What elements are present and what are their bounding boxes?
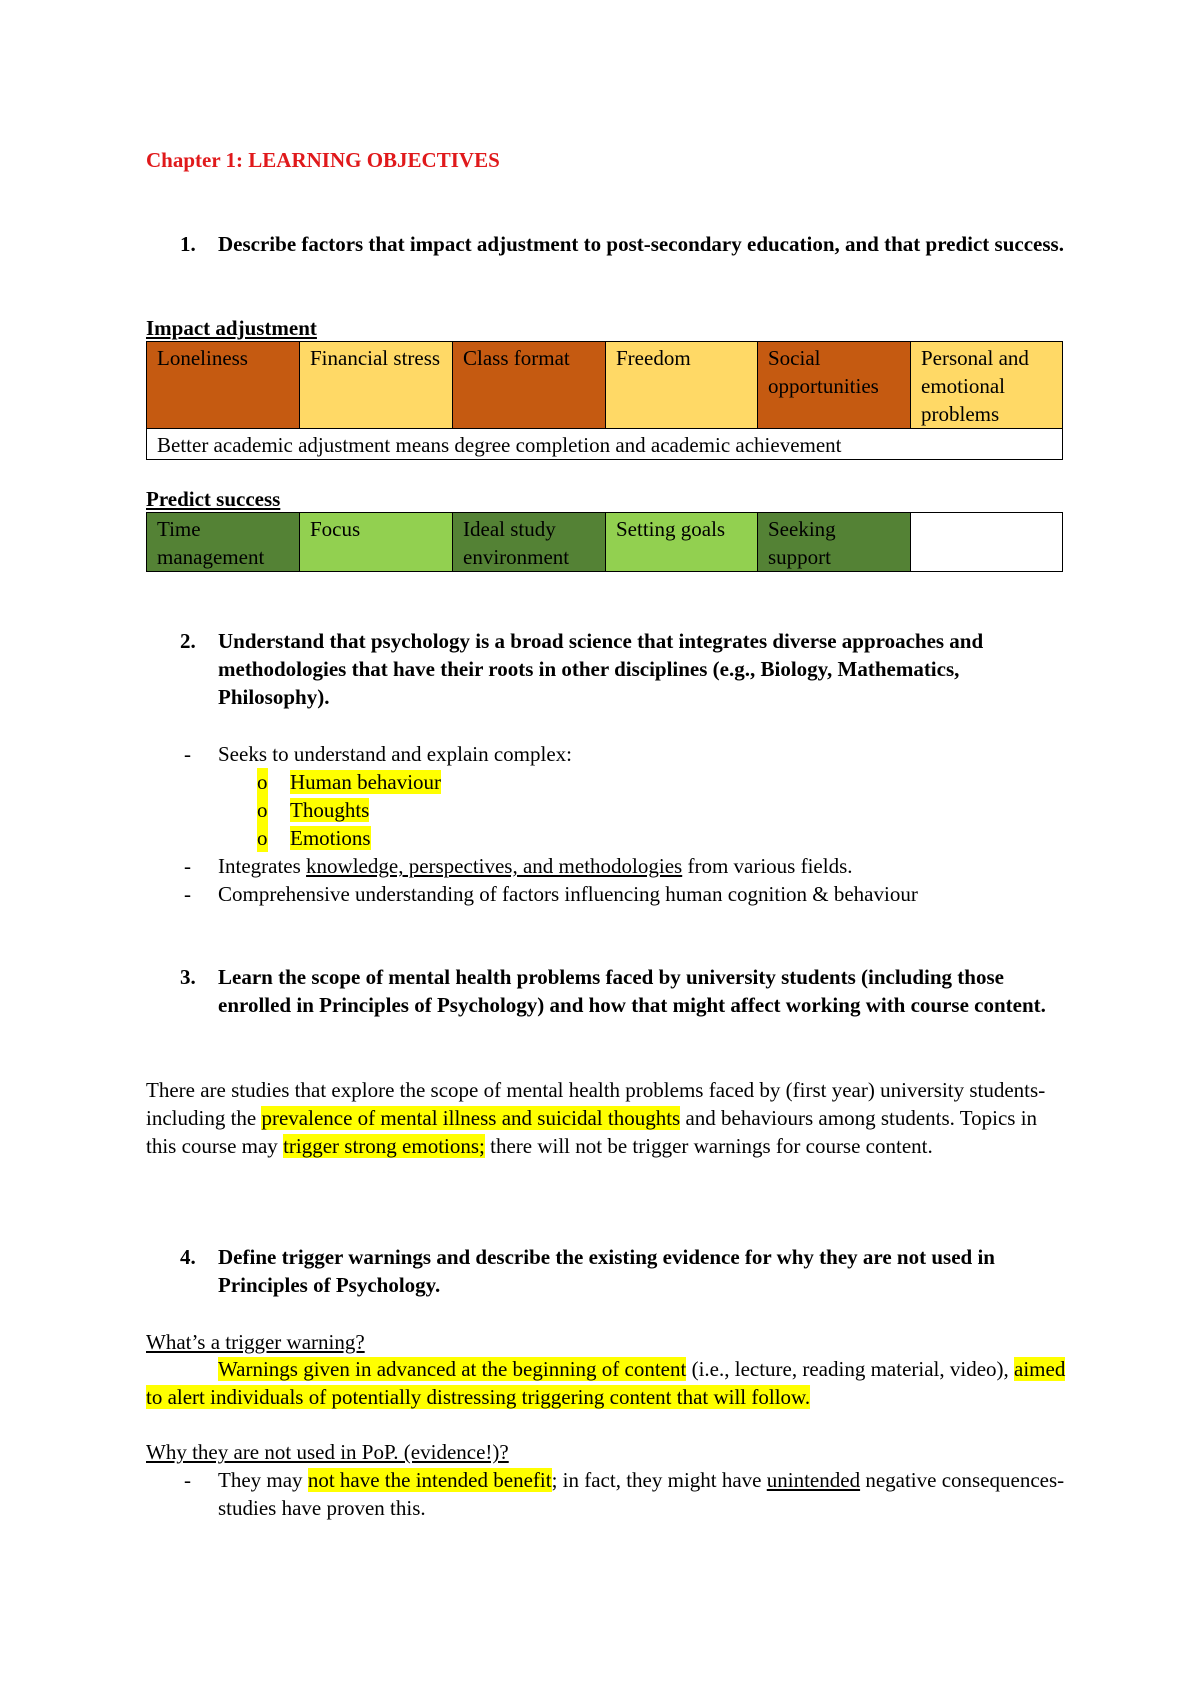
impact-cell-social-opportunities: Social opportunities <box>758 342 911 429</box>
objective-1 <box>146 230 1066 258</box>
section2-intro: Seeks to understand and explain complex: <box>218 742 572 766</box>
trigger-warning-question: What’s a trigger warning? <box>146 1330 365 1354</box>
objective-3 <box>146 963 1066 1019</box>
impact-footer-cell: Better academic adjustment means degree completion and academic achievement <box>147 429 1063 460</box>
circle-bullet: o <box>257 770 268 794</box>
impact-cell-personal-emotional: Personal and emotional problems <box>911 342 1063 429</box>
predict-cell-time-management: Time management <box>147 513 300 572</box>
section3-paragraph <box>146 1076 1066 1160</box>
predict-cell-empty <box>911 513 1063 572</box>
predict-success-label: Predict success <box>146 487 281 511</box>
s3-text-3: there will not be trigger warnings for course content. <box>484 1134 933 1158</box>
list-item <box>146 1466 1066 1522</box>
list-item <box>146 796 1066 824</box>
sub-item-thoughts: Thoughts <box>290 798 370 822</box>
predict-cell-ideal-study-environment: Ideal study environment <box>453 513 606 572</box>
why-not-used-question: Why they are not used in PoP. (evidence!)? <box>146 1440 509 1464</box>
impact-cell-freedom: Freedom <box>606 342 758 429</box>
objective-number: 4. <box>180 1245 196 1269</box>
s3-text-2: and behaviours among students. Topics in this course may <box>146 1106 1038 1158</box>
dash-bullet: - <box>184 742 191 766</box>
s3-highlight-2: trigger strong emotions; <box>283 1134 485 1158</box>
list-item <box>146 852 1066 880</box>
objective-text: Define trigger warnings and describe the existing evidence for why they are not used in Principles of Psychology. <box>218 1245 995 1297</box>
impact-adjustment-label: Impact adjustment <box>146 316 317 340</box>
b1-pre: They may <box>218 1468 308 1492</box>
circle-bullet: o <box>257 826 268 850</box>
objective-number: 2. <box>180 629 196 653</box>
objective-4 <box>146 1243 1066 1299</box>
list-item <box>146 768 1066 796</box>
b1-mid: ; in fact, they might have <box>551 1468 767 1492</box>
section2-sublist <box>146 768 1066 852</box>
list-item <box>146 824 1066 852</box>
b1-highlight: not have the intended benefit <box>307 1468 552 1492</box>
circle-bullet: o <box>257 798 268 822</box>
dash-bullet: - <box>184 882 191 906</box>
impact-cell-class-format: Class format <box>453 342 606 429</box>
sub-item-emotions: Emotions <box>290 826 371 850</box>
trigger-warning-definition <box>146 1355 1066 1411</box>
s4-highlight-2: aimed to alert individuals of potentially distressing triggering content that will follow. <box>146 1357 1066 1409</box>
s3-text-1: There are studies that explore the scope of mental health problems faced by (first year) university students- including the <box>146 1078 1046 1130</box>
impact-cell-financial-stress: Financial stress <box>300 342 453 429</box>
predict-cell-seeking-support: Seeking support <box>758 513 911 572</box>
section4-list <box>146 1466 1066 1522</box>
sub-item-human-behaviour: Human behaviour <box>290 770 442 794</box>
objective-text: Understand that psychology is a broad science that integrates diverse approaches and methodologies that have their roots in other disciplines (e.g., Biology, Mathematics, Philosophy). <box>218 629 984 709</box>
list-item <box>146 740 1066 852</box>
s4-highlight-1: Warnings given in advanced at the beginning of content <box>218 1357 687 1381</box>
objective-2 <box>146 627 1066 711</box>
objective-text: Describe factors that impact adjustment to post-secondary education, and that predict success. <box>218 232 1064 256</box>
chapter-title: Chapter 1: LEARNING OBJECTIVES <box>146 148 500 172</box>
section2-list <box>146 740 1066 908</box>
predict-cell-focus: Focus <box>300 513 453 572</box>
b1-underlined: unintended <box>766 1468 861 1492</box>
dash-bullet: - <box>184 854 191 878</box>
item2-post: from various fields. <box>682 854 853 878</box>
predict-cell-setting-goals: Setting goals <box>606 513 758 572</box>
impact-adjustment-table <box>146 341 1063 460</box>
objective-number: 3. <box>180 965 196 989</box>
item2-pre: Integrates <box>218 854 307 878</box>
objective-text: Learn the scope of mental health problems faced by university students (including those enrolled in Principles of Psychology) and how that might affect working with course content. <box>218 965 1046 1017</box>
impact-cell-loneliness: Loneliness <box>147 342 300 429</box>
objective-number: 1. <box>180 232 196 256</box>
predict-success-table <box>146 512 1063 572</box>
b1-post: negative consequences- studies have proven this. <box>218 1468 1065 1520</box>
s4-mid-text: (i.e., lecture, reading material, video), <box>686 1357 1015 1381</box>
list-item <box>146 880 1066 908</box>
s3-highlight-1: prevalence of mental illness and suicidal thoughts <box>261 1106 681 1130</box>
item2-underlined: knowledge, perspectives, and methodologies <box>306 854 683 878</box>
dash-bullet: - <box>184 1468 191 1492</box>
item3-text: Comprehensive understanding of factors influencing human cognition & behaviour <box>218 882 918 906</box>
